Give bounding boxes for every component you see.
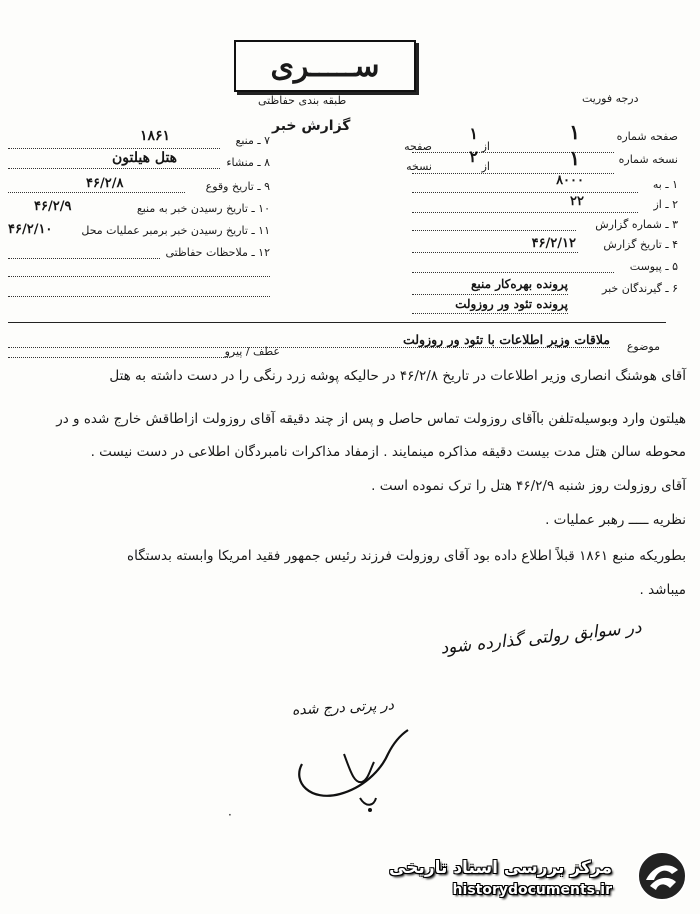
watermark-title: مرکز بررسی اسناد تاریخی: [389, 858, 612, 878]
classification-caption: طبقه بندی حفاظتی: [258, 94, 347, 107]
field-received-by-source-value: ۴۶/۲/۹: [34, 199, 72, 214]
field-copy-mid: از: [481, 160, 490, 173]
subject-label: موضوع: [626, 340, 660, 353]
field-origin-value: هتل هیلتون: [112, 150, 178, 166]
field-page-label: صفحه شماره: [616, 130, 678, 143]
field-received-by-handler-label: ۱۱ ـ تاریخ رسیدن خبر برمبر عملیات محل: [81, 224, 270, 237]
classification-stamp: [234, 40, 416, 92]
body-paragraph-2: هیلتون وارد وبوسیله‌تلفن باآقای روزولت تماس حاصل و پس از چند دقیقه آقای روزولت ازاطاقش خارج شده و در: [56, 411, 686, 427]
body-paragraph-3: محوطه سالن هتل مدت بیست دقیقه مذاکره مینمایند . ازمفاد مذاکرات نامبردگان اطلاعی در دست نیست .: [90, 444, 686, 460]
section-divider: [8, 322, 666, 323]
field-source-value: ۱۸۶۱: [140, 128, 171, 144]
subject-value: ملاقات وزیر اطلاعات با تئود ور روزولت: [402, 332, 610, 347]
field-attachment-label: ۵ ـ پیوست: [629, 260, 678, 273]
field-received-by-source-label: ۱۰ ـ تاریخ رسیدن خبر به منبع: [136, 202, 270, 215]
field-page-mid: از: [481, 140, 490, 153]
report-title: گزارش خبر: [272, 118, 351, 134]
handwritten-note-1: در سوابق رولتی گذارده شود: [439, 617, 643, 659]
field-report-date-value: ۴۶/۲/۱۲: [531, 236, 576, 251]
field-copy-value1: ۱: [569, 146, 580, 170]
field-origin-label: ۸ ـ منشاء: [226, 156, 270, 169]
field-report-number-label: ۳ ـ شماره گزارش: [595, 218, 678, 231]
field-from-value: ۲۲: [570, 194, 584, 209]
opinion-text-2: میباشد .: [639, 582, 686, 598]
field-source-label: ۷ ـ منبع: [235, 134, 270, 147]
field-recipients-value1: پرونده بهره‌کار منبع: [470, 277, 568, 291]
field-report-date-label: ۴ ـ تاریخ گزارش: [603, 238, 678, 251]
opinion-text-1: بطوریکه منبع ۱۸۶۱ قبلاً اطلاع داده بود آقای روزولت فرزند رئیس جمهور فقید امریکا وابسته بدستگاه: [127, 548, 686, 564]
priority-label: درجه فوریت: [582, 92, 639, 105]
field-recipients-label: ۶ ـ گیرندگان خبر: [602, 282, 678, 295]
field-occurrence-date-label: ۹ ـ تاریخ وقوع: [205, 180, 270, 193]
reference-label: عطف / پیرو: [224, 345, 280, 358]
field-page-value2: ۱: [469, 124, 478, 143]
classification-text: ســـــری: [270, 48, 380, 84]
field-security-notes-label: ۱۲ ـ ملاحظات حفاظتی: [165, 246, 270, 259]
archive-logo-icon: [636, 850, 688, 902]
field-page-value1: ۱: [569, 120, 580, 144]
body-paragraph-1: آقای هوشنگ انصاری وزیر اطلاعات در تاریخ ۴۶/۲/۸ در حالیکه پوشه زرد رنگی را در دست داشته به هتل: [109, 368, 686, 384]
handwritten-note-2: در پرتی درج شده: [291, 697, 395, 719]
opinion-label: نظریه ـــــ رهبر عملیات .: [545, 512, 686, 528]
watermark-url: historydocuments.ir: [452, 882, 612, 898]
field-to-value: ۸۰۰۰: [556, 173, 584, 188]
field-recipients-value2: پرونده تئود ور روزولت: [455, 297, 568, 311]
field-copy-tail: نسخه: [406, 160, 432, 173]
body-paragraph-4: آقای روزولت روز شنبه ۴۶/۲/۹ هتل را ترک نموده است .: [371, 478, 686, 494]
field-copy-value2: ۲: [469, 147, 478, 166]
field-to-label: ۱ ـ به: [652, 178, 678, 191]
field-occurrence-date-value: ۴۶/۲/۸: [86, 176, 124, 191]
page-mark: ·: [228, 808, 232, 822]
signature: [284, 724, 414, 814]
field-copy-label: نسخه شماره: [618, 153, 678, 166]
field-page-tail: صفحه: [404, 140, 432, 153]
field-received-by-handler-value: ۴۶/۲/۱۰: [8, 222, 53, 237]
field-from-label: ۲ ـ از: [653, 198, 678, 211]
